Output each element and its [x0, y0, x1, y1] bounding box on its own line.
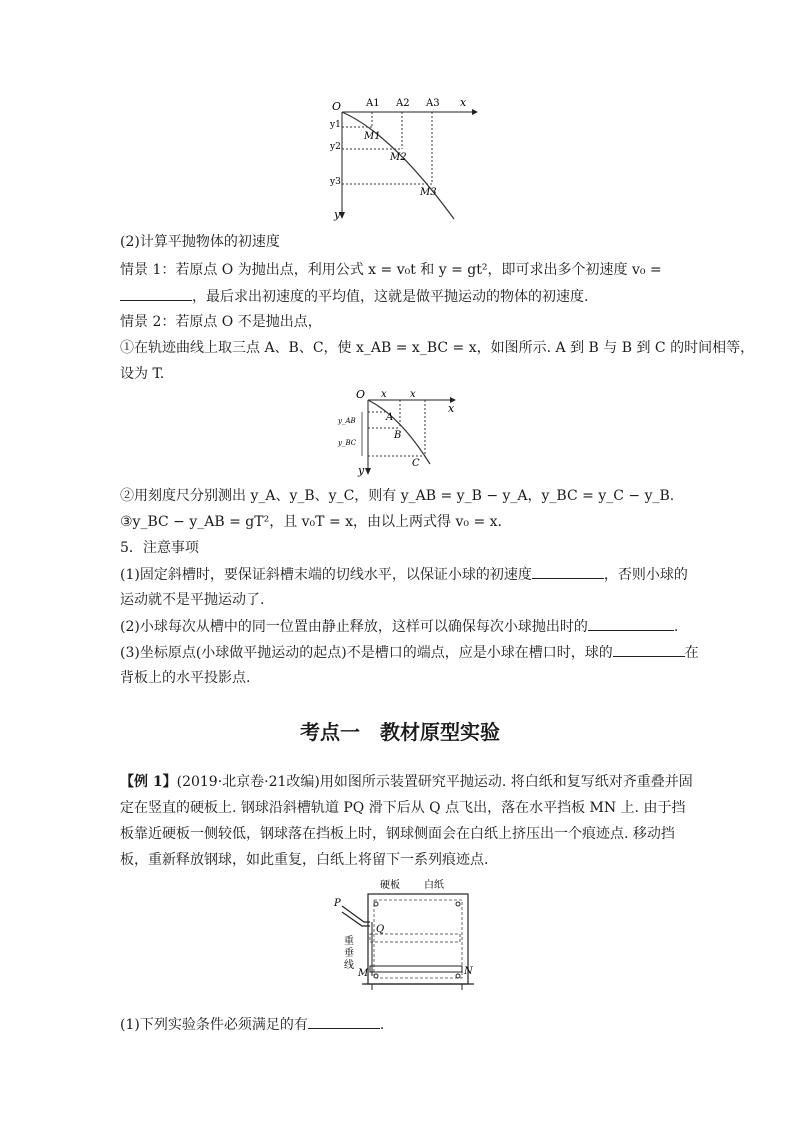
fig1-y2: y2	[330, 142, 341, 152]
q1: (1)下列实验条件必须满足的有	[120, 1017, 308, 1033]
fig1-x-axis: x	[460, 96, 467, 109]
answer-blank	[588, 616, 674, 631]
case1-line2-row	[120, 286, 588, 307]
fig2-point-a: A	[386, 412, 394, 423]
note2-row	[120, 616, 678, 637]
answer-blank	[308, 1014, 380, 1029]
fig1-a1: A1	[366, 98, 380, 109]
case1-line2: ，最后求出初速度的平均值，这就是做平抛运动的物体的初速度.	[192, 289, 589, 305]
fig1-a2: A2	[396, 98, 410, 109]
example-line4: 板，重新释放钢球，如此重复，白纸上将留下一系列痕迹点.	[120, 852, 489, 868]
fig1-m1: M1	[364, 131, 381, 142]
fig3-label-p: P	[334, 898, 341, 909]
fig3-label-q: Q	[376, 924, 385, 935]
section-heading: 考点一 教材原型实验	[300, 720, 500, 744]
fig2-point-c: C	[412, 458, 420, 469]
answer-blank	[532, 564, 604, 579]
note3-row	[120, 642, 699, 663]
answer-blank	[613, 642, 685, 657]
figure-2-trajectory	[340, 388, 460, 478]
case2-step1-line1: ①在轨迹曲线上取三点 A、B、C，使 x_AB = x_BC = x，如图所示. A 到 B 与 B 到 C 的时间相等，	[120, 340, 755, 356]
fig2-x-axis: x	[448, 402, 455, 415]
note1-b: ，否则小球的	[603, 567, 688, 583]
fig2-y-label-bc: y_BC	[338, 439, 357, 447]
example-tag: 【例 1】	[120, 774, 177, 790]
fig2-origin: O	[356, 388, 366, 401]
fig2-x-label-2: x	[410, 389, 416, 400]
example-line1: (2019·北京卷·21改编)用如图所示装置研究平抛运动. 将白纸和复写纸对齐重叠并固	[176, 774, 693, 790]
note1-line2: 运动就不是平抛运动了.	[120, 592, 265, 608]
case2-step3: ③y_BC − y_AB = gT²，且 v₀T = x，由以上两式得 v₀ = x.	[120, 514, 502, 530]
example-row-1	[120, 772, 693, 792]
case2-step1-line2: 设为 T.	[120, 366, 165, 382]
q1-end: .	[379, 1017, 385, 1033]
case1-line1: 情景 1：若原点 O 为抛出点，利用公式 x = v₀t 和 y = gt²，即可求出多个初速度 v₀ =	[120, 262, 662, 278]
fig2-y-axis: y	[358, 464, 365, 477]
example-line2: 定在竖直的硬板上. 钢球沿斜槽轨道 PQ 滑下后从 Q 点飞出，落在水平挡板 MN 上. 由于挡	[120, 800, 686, 816]
fig2-point-b: B	[394, 430, 402, 441]
fig1-m2: M2	[390, 152, 407, 163]
fig1-m3: M3	[420, 187, 437, 198]
fig3-label-m: M	[358, 968, 369, 979]
fig2-y-label-ab: y_AB	[338, 417, 356, 425]
figure-3-apparatus	[328, 876, 488, 1006]
fig3-label-n: N	[464, 966, 473, 977]
note3-b: 在	[684, 645, 699, 661]
fig3-plumb-2: 垂	[344, 948, 354, 959]
fig3-label-board: 硬板	[380, 880, 400, 891]
fig1-y-axis: y	[334, 208, 341, 221]
example-line3: 板靠近硬板一侧较低，钢球落在挡板上时，钢球侧面会在白纸上挤压出一个痕迹点. 移动挡	[120, 826, 675, 842]
fig1-y1: y1	[330, 120, 341, 130]
fig3-plumb-3: 线	[344, 960, 354, 971]
note1-a: (1)固定斜槽时，要保证斜槽末端的切线水平，以保证小球的初速度	[120, 567, 532, 583]
fig1-a3: A3	[426, 98, 440, 109]
answer-blank	[120, 286, 192, 301]
fig1-origin: O	[332, 100, 342, 113]
notes-title: 5．注意事项	[120, 540, 199, 556]
fig2-x-label-1: x	[381, 389, 387, 400]
note3-a: (3)坐标原点(小球做平抛运动的起点)不是槽口的端点，应是小球在槽口时，球的	[120, 645, 613, 661]
note3-line2: 背板上的水平投影点.	[120, 670, 251, 686]
s2-title: (2)计算平抛物体的初速度	[120, 234, 280, 250]
case2-step2: ②用刻度尺分别测出 y_A、y_B、y_C，则有 y_AB = y_B − y_A，y_BC = y_C − y_B.	[120, 488, 675, 504]
q1-row	[120, 1014, 384, 1035]
note1-row	[120, 564, 688, 585]
note2-b: .	[673, 619, 679, 635]
figure-1-trajectory	[332, 94, 482, 224]
fig1-y3: y3	[330, 177, 341, 187]
note2-a: (2)小球每次从槽中的同一位置由静止释放，这样可以确保每次小球抛出时的	[120, 619, 588, 635]
fig3-plumb-1: 重	[344, 936, 354, 947]
fig3-label-paper: 白纸	[424, 880, 444, 891]
case2-title: 情景 2：若原点 O 不是抛出点，	[120, 314, 322, 330]
